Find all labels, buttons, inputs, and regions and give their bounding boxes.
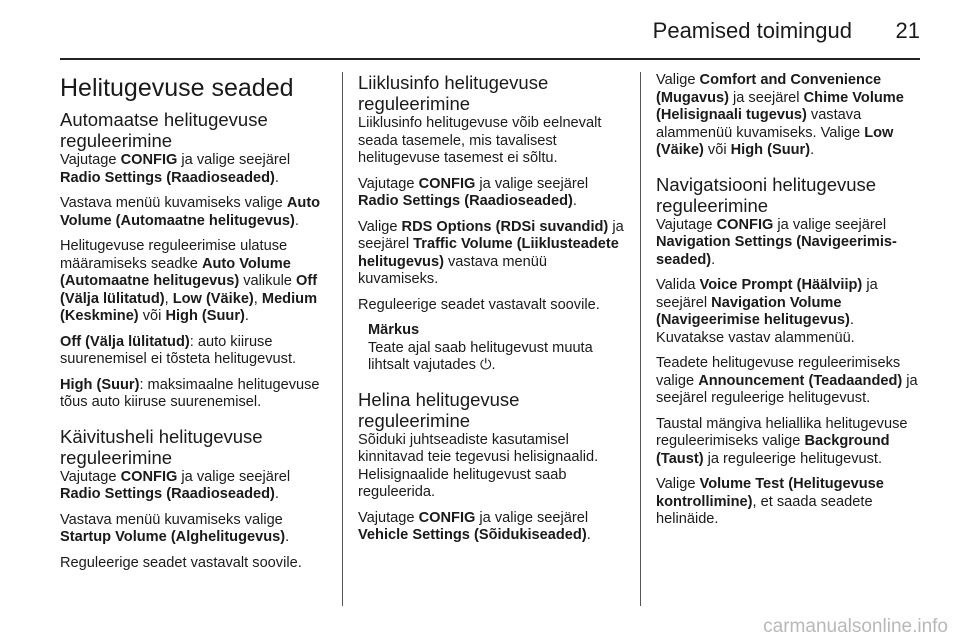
header-rule — [60, 58, 920, 60]
note-text: Teate ajal saab helitugevust muuta lihtsalt vajutades ⏻. — [368, 339, 593, 373]
main-title: Helitugevuse seaded — [60, 74, 294, 102]
column-2 — [358, 72, 626, 553]
paragraph: Valida Voice Prompt (Häälviip) ja seejärel Navigation Volume (Navigeerimise helitugevus). Kuvatakse vastav alammenüü. — [656, 277, 878, 346]
paragraph: Vajutage CONFIG ja valige seejärel Navigation Settings (Navigeerimis-seaded). — [656, 216, 897, 268]
paragraph: Vastava menüü kuvamiseks valige Auto Volume (Automaatne helitugevus). — [60, 195, 321, 229]
paragraph: Valige Comfort and Convenience (Mugavus) ja seejärel Chime Volume (Helisignaali tugevus) vastava alammenüü kuvamiseks. Valige Low (Väike) või High (Suur). — [656, 72, 904, 158]
column-1 — [60, 72, 328, 580]
paragraph: Valige Volume Test (Helitugevuse kontrollimine), et saada seadete helinäide. — [656, 476, 884, 527]
column-3 — [656, 72, 922, 537]
paragraph: Liiklusinfo helitugevuse võib eelnevalt seada tasemele, mis tavalisest helitugevuse tasemest ei sõltu. — [358, 115, 602, 166]
paragraph: High (Suur): maksimaalne helitugevuse tõus auto kiiruse suurenemisel. — [60, 376, 320, 410]
paragraph: Reguleerige seadet vastavalt soovile. — [60, 554, 302, 571]
paragraph: Sõiduki juhtseadiste kasutamisel kinnitavad teie tegevusi helisignaalid. Helisignaalide helitugevust saab reguleerida. — [358, 431, 599, 500]
note-title: Märkus — [368, 322, 420, 338]
heading-traffic-volume: Liiklusinfo helitugevuse reguleerimine — [358, 72, 549, 114]
paragraph: Vajutage CONFIG ja valige seejärel Vehicle Settings (Sõidukiseaded). — [358, 509, 591, 543]
paragraph: Reguleerige seadet vastavalt soovile. — [358, 296, 600, 313]
heading-navigation-volume: Navigatsiooni helitugevuse reguleerimine — [656, 173, 877, 216]
paragraph: Taustal mängiva heliallika helitugevuse reguleerimiseks valige Background (Taust) ja reguleerige helitugevust. — [656, 415, 908, 467]
heading-chime-volume: Helina helitugevuse reguleerimine — [358, 388, 520, 431]
paragraph: Vajutage CONFIG ja valige seejärel Radio Settings (Raadioseaded). — [358, 175, 589, 209]
column-divider-1 — [342, 72, 343, 606]
column-divider-2 — [640, 72, 641, 606]
page-number: 21 — [895, 18, 920, 43]
paragraph: Teadete helitugevuse reguleerimiseks valige Announcement (Teadaanded) ja seejärel reguleerige helitugevust. — [656, 355, 918, 406]
paragraph: Off (Välja lülitatud): auto kiiruse suurenemisel ei tõsteta helitugevust. — [60, 333, 297, 367]
heading-auto-volume: Automaatse helitugevuse reguleerimine — [60, 109, 268, 151]
heading-startup-volume: Käivitusheli helitugevuse reguleerimine — [60, 425, 263, 468]
paragraph: Vajutage CONFIG ja valige seejärel Radio Settings (Raadioseaded). — [60, 152, 291, 186]
paragraph: Vajutage CONFIG ja valige seejärel Radio Settings (Raadioseaded). — [60, 468, 291, 502]
paragraph: Valige RDS Options (RDSi suvandid) ja seejärel Traffic Volume (Liiklusteadete helitugevus) vastava menüü kuvamiseks. — [358, 218, 624, 287]
paragraph: Helitugevuse reguleerimise ulatuse määramiseks seadke Auto Volume (Automaatne helitugevus) valikule Off (Välja lülitatud), Low (Väike), Medium (Keskmine) või High (Suur). — [60, 238, 318, 324]
watermark: carmanualsonline.info — [763, 616, 948, 637]
section-title: Peamised toimingud — [652, 18, 852, 43]
paragraph: Vastava menüü kuvamiseks valige Startup Volume (Alghelitugevus). — [60, 511, 290, 545]
note-box — [368, 322, 626, 375]
page-header — [60, 14, 920, 48]
